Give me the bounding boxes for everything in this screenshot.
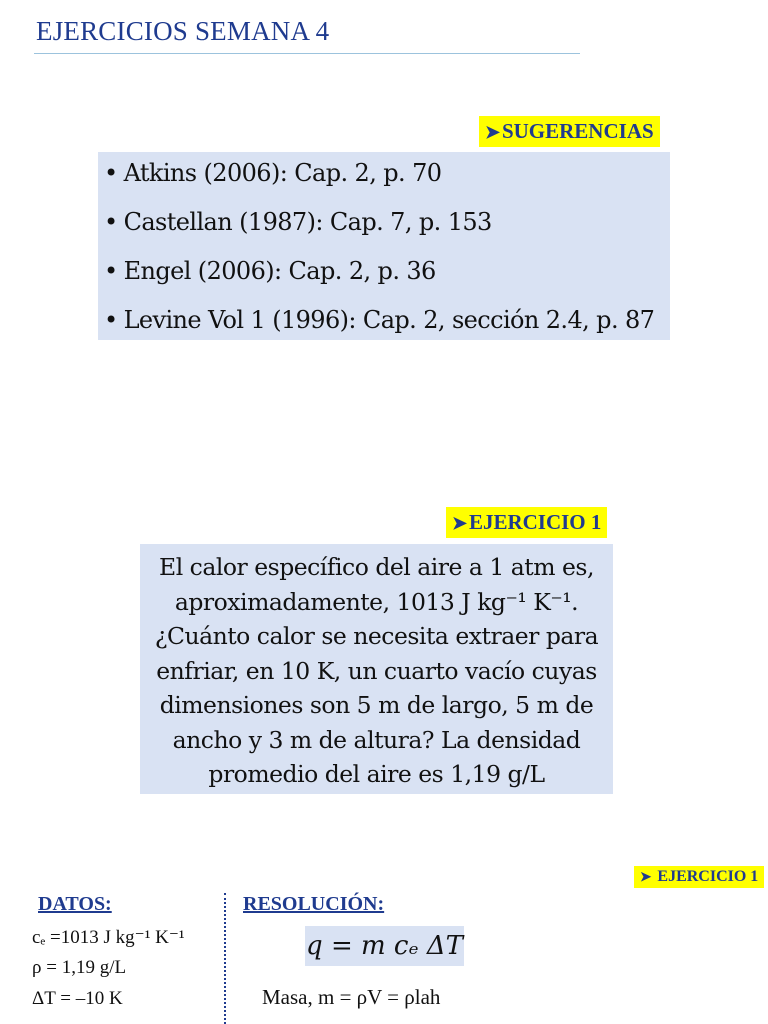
problem-line: ancho y 3 m de altura? La densidad xyxy=(172,725,581,754)
ejercicio1-tag xyxy=(446,507,607,538)
problem-line: enfriar, en 10 K, un cuarto vacío cuyas xyxy=(156,656,597,685)
arrow-right-icon: ➤ xyxy=(640,869,652,884)
solution-tag-label: EJERCICIO 1 xyxy=(657,868,759,885)
problem-line: El calor específico del aire a 1 atm es, xyxy=(159,553,594,581)
datos-line: ΔT = –10 K xyxy=(32,988,123,1009)
solution-tag xyxy=(634,866,764,888)
arrow-right-icon: ➤ xyxy=(452,513,467,533)
datos-line: cₑ =1013 J kg⁻¹ K⁻¹ xyxy=(32,927,185,948)
problem-statement xyxy=(140,544,613,794)
arrow-right-icon: ➤ xyxy=(485,122,500,142)
problem-line: ¿Cuánto calor se necesita extraer para xyxy=(154,622,599,650)
title-underline xyxy=(34,53,580,54)
list-item: • Castellan (1987): Cap. 7, p. 153 xyxy=(104,208,492,236)
datos-line: ρ = 1,19 g/L xyxy=(32,957,127,978)
list-item: • Atkins (2006): Cap. 2, p. 70 xyxy=(104,159,441,187)
problem-line: dimensiones son 5 m de largo, 5 m de xyxy=(159,691,594,719)
heat-formula: q = m cₑ ΔT xyxy=(305,926,464,966)
problem-line: promedio del aire es 1,19 g/L xyxy=(208,760,545,788)
datos-heading: DATOS: xyxy=(38,893,112,915)
resolucion-heading: RESOLUCIÓN: xyxy=(243,893,385,915)
ejercicio1-label: EJERCICIO 1 xyxy=(468,510,602,534)
page-title: EJERCICIOS SEMANA 4 xyxy=(36,16,330,46)
sugerencias-tag xyxy=(479,116,660,147)
sugerencias-label: SUGERENCIAS xyxy=(501,119,654,143)
list-item: • Engel (2006): Cap. 2, p. 36 xyxy=(104,257,436,285)
column-divider xyxy=(224,893,226,1024)
problem-line: aproximadamente, 1013 J kg⁻¹ K⁻¹. xyxy=(174,587,579,616)
references-box xyxy=(98,152,670,340)
mass-equation: Masa, m = ρV = ρlah xyxy=(262,985,441,1009)
list-item: • Levine Vol 1 (1996): Cap. 2, sección 2.4, p. 87 xyxy=(104,306,654,334)
